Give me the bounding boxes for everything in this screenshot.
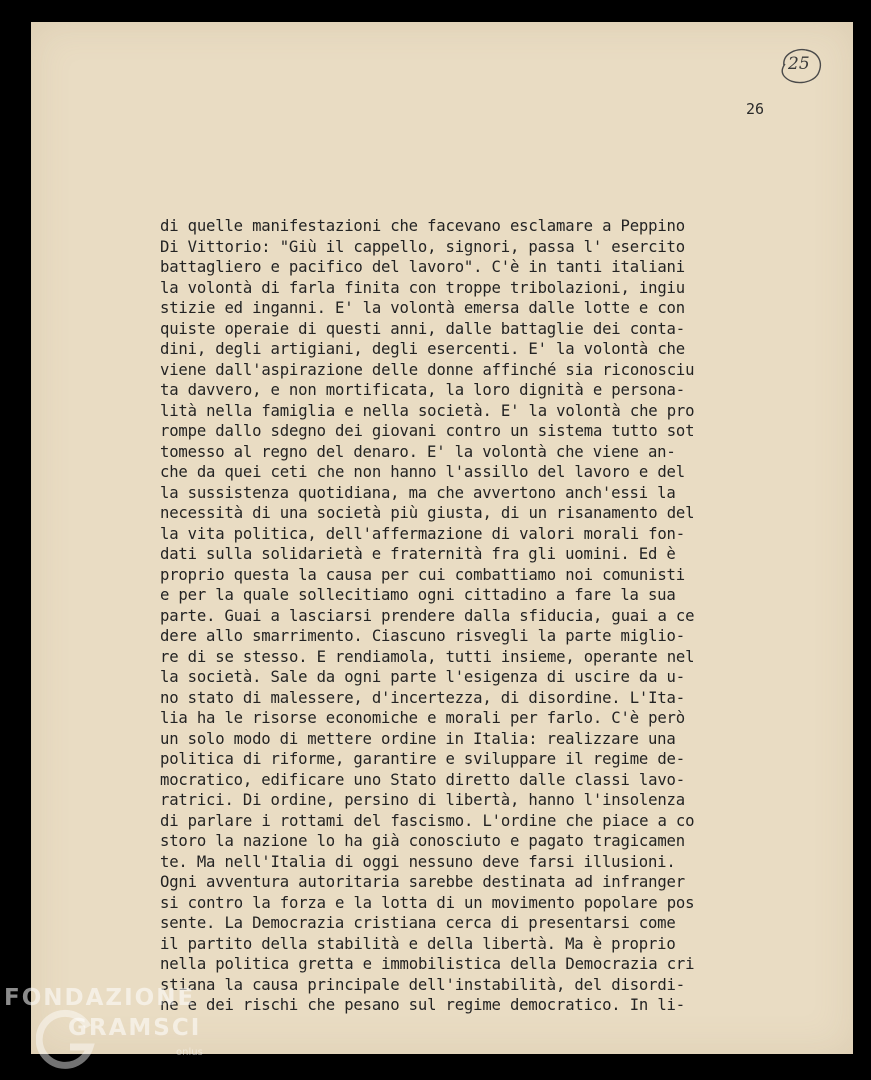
page-number: 26 xyxy=(746,100,765,118)
text-line: la vita politica, dell'affermazione di valori morali fon- xyxy=(160,524,685,543)
watermark-line2: GRAMSCI xyxy=(68,1015,202,1041)
text-line: la sussistenza quotidiana, ma che avvertono anch'essi la xyxy=(160,483,676,502)
text-line: un solo modo di mettere ordine in Italia: realizzare una xyxy=(160,729,676,748)
text-line: sente. La Democrazia cristiana cerca di presentarsi come xyxy=(160,914,676,932)
text-line: battagliero e pacifico del lavoro". C'è in tanti italiani xyxy=(160,258,685,276)
text-line: parte. Guai a lasciarsi prendere dalla sfiducia, guai a ce xyxy=(160,606,695,625)
watermark-suffix: onlus xyxy=(176,1047,203,1058)
watermark-line1: FONDAZIONE xyxy=(4,985,196,1011)
text-line: quiste operaie di questi anni, dalle battaglie dei conta- xyxy=(160,319,685,338)
text-line: il partito della stabilità e della libertà. Ma è proprio xyxy=(160,934,676,953)
text-line: necessità di una società più giusta, di un risanamento del xyxy=(160,504,695,522)
text-line: e per la quale sollecitiamo ogni cittadino a fare la sua xyxy=(160,586,676,604)
text-line: dati sulla solidarietà e fraternità fra gli uomini. Ed è xyxy=(160,545,676,563)
text-line: di quelle manifestazioni che facevano esclamare a Peppino xyxy=(160,217,685,235)
text-line: re di se stesso. E rendiamola, tutti insieme, operante nel xyxy=(160,647,695,666)
text-line: si contro la forza e la lotta di un movimento popolare pos xyxy=(160,893,695,912)
text-line: Ogni avventura autoritaria sarebbe destinata ad infranger xyxy=(160,873,685,891)
text-line: ne e dei rischi che pesano sul regime democratico. In li- xyxy=(160,996,685,1014)
text-line: tomesso al regno del denaro. E' la volontà che viene an- xyxy=(160,442,676,461)
text-line: ratrici. Di ordine, persino di libertà, hanno l'insolenza xyxy=(160,791,685,809)
text-line: storo la nazione lo ha già conosciuto e pagato tragicamen xyxy=(160,832,685,850)
text-line: lità nella famiglia e nella società. E' la volontà che pro xyxy=(160,401,695,420)
text-line: politica di riforme, garantire e sviluppare il regime de- xyxy=(160,750,685,768)
text-line: lia ha le risorse economiche e morali per farlo. C'è però xyxy=(160,709,685,727)
archive-number: 25 xyxy=(788,54,810,74)
text-line: nella politica gretta e immobilistica della Democrazia cri xyxy=(160,955,695,973)
text-line: ta davvero, e non mortificata, la loro dignità e persona- xyxy=(160,381,685,399)
text-line: dere allo smarrimento. Ciascuno risvegli la parte miglio- xyxy=(160,627,685,645)
text-line: dini, degli artigiani, degli esercenti. E' la volontà che xyxy=(160,340,685,358)
text-line: la volontà di farla finita con troppe tribolazioni, ingiu xyxy=(160,278,685,297)
text-line: mocratico, edificare uno Stato diretto dalle classi lavo- xyxy=(160,770,685,789)
typewritten-body xyxy=(160,216,780,1016)
text-line: Di Vittorio: "Giù il cappello, signori, passa l' esercito xyxy=(160,237,685,256)
text-line: no stato di malessere, d'incertezza, di disordine. L'Ita- xyxy=(160,688,685,707)
text-line: di parlare i rottami del fascismo. L'ordine che piace a co xyxy=(160,811,695,830)
text-line: che da quei ceti che non hanno l'assillo del lavoro e del xyxy=(160,463,685,481)
text-line: proprio questa la causa per cui combattiamo noi comunisti xyxy=(160,565,685,584)
text-line: te. Ma nell'Italia di oggi nessuno deve farsi illusioni. xyxy=(160,852,676,871)
text-line: rompe dallo sdegno dei giovani contro un sistema tutto sot xyxy=(160,422,695,440)
text-line: viene dall'aspirazione delle donne affinché sia riconosciu xyxy=(160,360,695,379)
text-line: stizie ed inganni. E' la volontà emersa dalle lotte e con xyxy=(160,299,685,317)
text-line: stiana la causa principale dell'instabilità, del disordi- xyxy=(160,975,685,994)
text-line: la società. Sale da ogni parte l'esigenza di uscire da u- xyxy=(160,668,685,686)
archive-stamp xyxy=(776,44,824,88)
watermark-logo xyxy=(4,985,244,1075)
